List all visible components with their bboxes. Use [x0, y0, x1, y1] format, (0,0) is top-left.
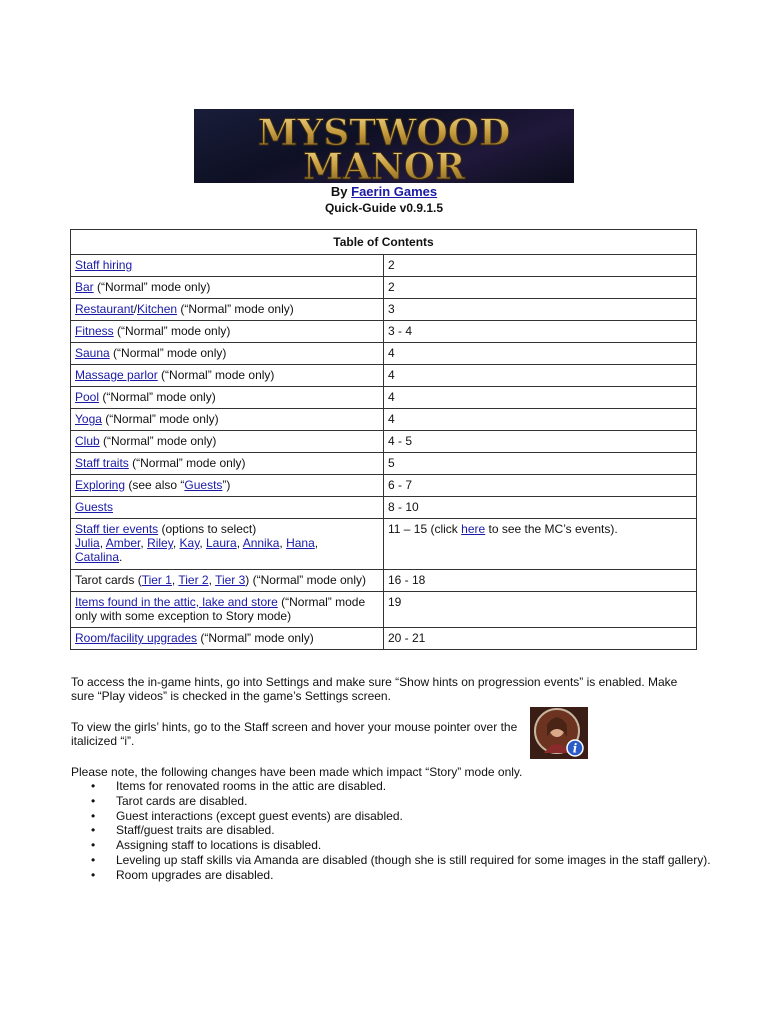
toc-link-catalina[interactable]: Catalina	[75, 550, 120, 564]
toc-pages: 20 - 21	[384, 628, 697, 650]
logo-line2: MANOR	[303, 146, 465, 183]
author-link[interactable]: Faerin Games	[351, 184, 438, 199]
toc-pages: 3 - 4	[384, 321, 697, 343]
toc-row	[71, 497, 697, 519]
toc-note: (“Normal” mode only)	[177, 302, 294, 316]
bullet: •	[91, 793, 96, 808]
toc-entry	[71, 321, 384, 343]
toc-pages-suffix: to see the MC’s events).	[485, 522, 618, 536]
list-item-text: Tarot cards are disabled.	[116, 793, 248, 808]
toc-link-tier-1[interactable]: Tier 1	[141, 573, 172, 587]
list-item	[71, 794, 711, 809]
bullet: •	[91, 867, 96, 882]
toc-pages: 4 - 5	[384, 431, 697, 453]
toc-link-julia[interactable]: Julia	[75, 536, 100, 550]
toc-link-staff-hiring[interactable]: Staff hiring	[75, 258, 133, 272]
toc-link-items[interactable]: Items found in the attic, lake and store	[75, 595, 278, 609]
list-item	[71, 823, 711, 838]
toc-link-guests[interactable]: Guests	[75, 500, 114, 514]
toc-link-sauna[interactable]: Sauna	[75, 346, 110, 360]
toc-link-restaurant[interactable]: Restaurant	[75, 302, 134, 316]
toc-row	[71, 475, 697, 497]
toc-link-riley[interactable]: Riley	[147, 536, 173, 550]
toc-row	[71, 453, 697, 475]
toc-row	[71, 387, 697, 409]
toc-link-massage-parlor[interactable]: Massage parlor	[75, 368, 158, 382]
toc-note: (“Normal” mode only)	[99, 390, 216, 404]
toc-pages: 6 - 7	[384, 475, 697, 497]
guide-version: Quick-Guide v0.9.1.5	[324, 201, 444, 215]
toc-note: (“Normal” mode only)	[101, 412, 219, 426]
toc-pages: 8 - 10	[384, 497, 697, 519]
toc-entry	[71, 409, 384, 431]
bullet: •	[91, 779, 96, 793]
logo-line1: MYSTWOOD	[257, 112, 511, 154]
bullet: •	[91, 852, 96, 867]
toc-note: (“Normal” mode only)	[113, 324, 231, 338]
list-item-text: Guest interactions (except guest events) are disabled.	[116, 808, 403, 823]
toc-row	[71, 628, 697, 650]
toc-note: (“Normal” mode only with some exception to Story mode)	[75, 595, 366, 623]
logo-art	[194, 109, 574, 183]
toc-entry: Staff tier events (options to select) Julia, Amber, Riley, Kay, Laura, Annika, Hana, Catalina.	[71, 519, 384, 570]
toc-link-laura[interactable]: Laura	[205, 536, 237, 550]
toc-entry	[71, 453, 384, 475]
toc-link-upgrades[interactable]: Room/facility upgrades	[75, 631, 198, 645]
toc-link-tier-3[interactable]: Tier 3	[215, 573, 246, 587]
toc-pages: 3	[384, 299, 697, 321]
list-item	[71, 868, 711, 883]
girls-hints-paragraph: To view the girls’ hints, go to the Staff screen and hover your mouse pointer over the italicized “i”.	[71, 720, 518, 748]
by-prefix: By	[330, 184, 348, 199]
avatar-art	[530, 707, 588, 759]
toc-row	[71, 277, 697, 299]
toc-note: (“Normal” mode only)	[93, 280, 211, 294]
toc-entry	[71, 628, 384, 650]
toc-entry: Tarot cards (Tier 1, Tier 2, Tier 3) (“Normal” mode only)	[71, 570, 384, 592]
svg-text:i: i	[572, 741, 578, 756]
toc-link-exploring[interactable]: Exploring	[75, 478, 126, 492]
toc-link-annika[interactable]: Annika	[242, 536, 280, 550]
toc-entry	[71, 255, 384, 277]
toc-row	[71, 592, 697, 628]
toc-link-hana[interactable]: Hana	[286, 536, 315, 550]
toc-link-yoga[interactable]: Yoga	[75, 412, 102, 426]
toc-note: (options to select)	[158, 522, 257, 536]
toc-row	[71, 519, 697, 570]
toc-link-tier-2[interactable]: Tier 2	[178, 573, 209, 587]
toc-entry	[71, 277, 384, 299]
toc-separator: /	[133, 302, 138, 316]
toc-note: ) (“Normal” mode only)	[245, 573, 366, 587]
toc-entry	[71, 365, 384, 387]
toc-note: (“Normal” mode only)	[109, 346, 227, 360]
list-item	[71, 809, 711, 824]
toc-pages: 4	[384, 387, 697, 409]
toc-heading: Table of Contents	[71, 230, 697, 255]
toc-entry	[71, 343, 384, 365]
toc-pages: 4	[384, 365, 697, 387]
toc-link-staff-traits[interactable]: Staff traits	[75, 456, 129, 470]
toc-pages: 4	[384, 343, 697, 365]
toc-entry	[71, 299, 384, 321]
list-item-text: Leveling up staff skills via Amanda are disabled (though she is still required for some images in the staff gallery).	[116, 852, 711, 867]
toc-row	[71, 365, 697, 387]
toc-pages: 5	[384, 453, 697, 475]
mc-events-link[interactable]: here	[461, 522, 486, 536]
toc-link-bar[interactable]: Bar	[75, 280, 94, 294]
list-item-text: Staff/guest traits are disabled.	[116, 823, 275, 838]
toc-note: (see also “	[125, 478, 185, 492]
toc-note: (“Normal” mode only)	[128, 456, 246, 470]
toc-pages: 16 - 18	[384, 570, 697, 592]
bullet: •	[91, 838, 96, 853]
toc-link-club[interactable]: Club	[75, 434, 100, 448]
toc-link-amber[interactable]: Amber	[105, 536, 141, 550]
toc-entry	[71, 387, 384, 409]
staff-avatar-image	[530, 707, 588, 759]
toc-entry	[71, 431, 384, 453]
bullet: •	[91, 808, 96, 823]
story-changes-list	[71, 779, 711, 883]
toc-note: (“Normal” mode only)	[99, 434, 217, 448]
toc-row	[71, 299, 697, 321]
list-item-text: Items for renovated rooms in the attic are disabled.	[116, 779, 387, 793]
list-item-text: Assigning staff to locations is disabled.	[116, 838, 322, 853]
toc-note: ”)	[222, 478, 231, 492]
toc-entry	[71, 497, 384, 519]
toc-pages	[384, 519, 697, 570]
toc-pages: 4	[384, 409, 697, 431]
byline	[0, 184, 768, 199]
toc-pages: 2	[384, 277, 697, 299]
toc-row	[71, 343, 697, 365]
game-logo	[194, 109, 574, 183]
list-item-text: Room upgrades are disabled.	[116, 867, 274, 882]
hints-paragraph: To access the in-game hints, go into Settings and make sure “Show hints on progression events” is enabled. Make sure “Play videos” is checked in the game’s Settings screen.	[71, 675, 678, 703]
toc-link-fitness[interactable]: Fitness	[75, 324, 114, 338]
list-item	[71, 779, 711, 794]
toc-row	[71, 255, 697, 277]
toc-pages: 2	[384, 255, 697, 277]
toc-link-kitchen[interactable]: Kitchen	[137, 302, 178, 316]
toc-row	[71, 409, 697, 431]
toc-link-guests-inline[interactable]: Guests	[184, 478, 223, 492]
story-mode-note: Please note, the following changes have been made which impact “Story” mode only.	[71, 765, 523, 779]
toc-tarot-prefix: Tarot cards (	[75, 573, 142, 587]
table-of-contents	[70, 229, 697, 650]
toc-entry	[71, 592, 384, 628]
toc-link-staff-tier-events[interactable]: Staff tier events	[75, 522, 159, 536]
list-item	[71, 838, 711, 853]
toc-note: (“Normal” mode only)	[197, 631, 314, 645]
toc-link-pool[interactable]: Pool	[75, 390, 100, 404]
toc-row	[71, 570, 697, 592]
list-item	[71, 853, 711, 868]
toc-row	[71, 321, 697, 343]
toc-entry	[71, 475, 384, 497]
toc-pages-prefix: 11 – 15 (click	[388, 522, 462, 536]
toc-link-kay[interactable]: Kay	[179, 536, 200, 550]
toc-pages: 19	[384, 592, 697, 628]
toc-row	[71, 431, 697, 453]
bullet: •	[91, 823, 96, 838]
toc-note: (“Normal” mode only)	[157, 368, 275, 382]
